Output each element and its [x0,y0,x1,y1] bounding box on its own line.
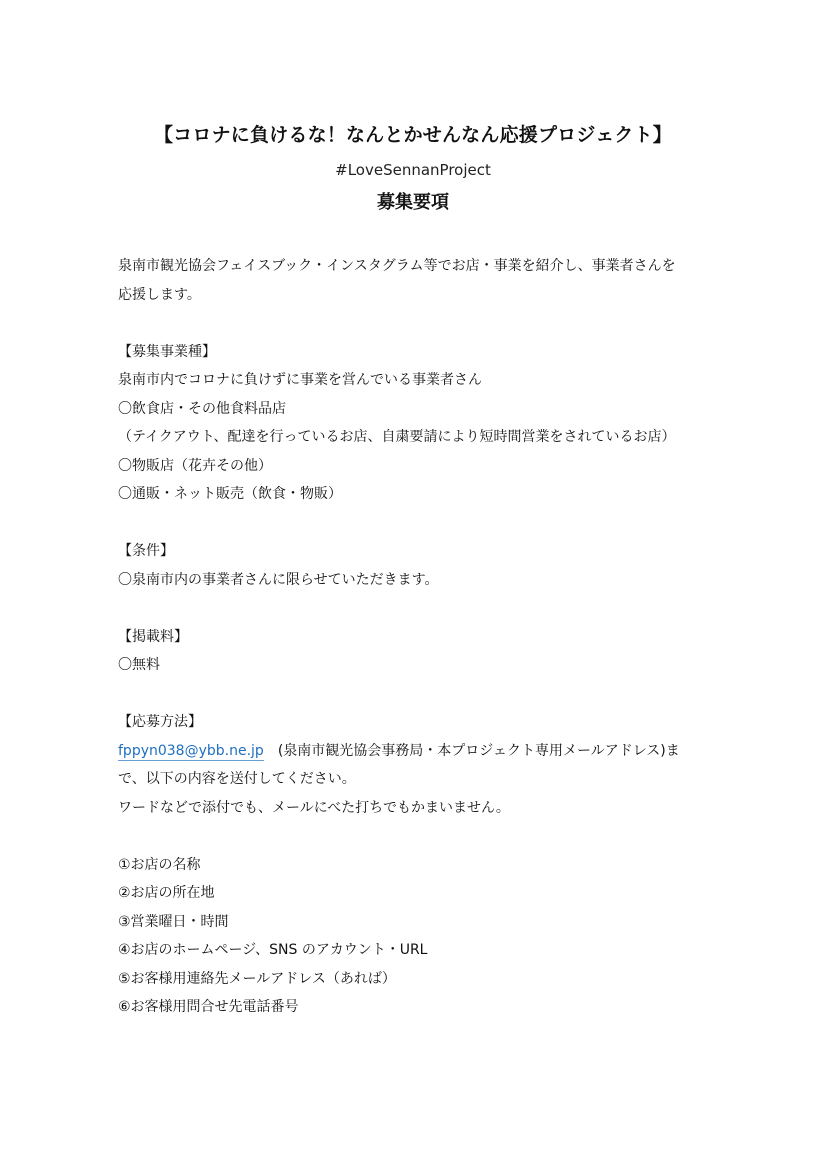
section-fee [118,623,718,680]
email-note: (泉南市観光協会事務局・本プロジェクト専用メールアドレス)ま [277,742,680,759]
section-line: 〇飲食店・その他食料品店 [118,400,286,417]
section-heading: 【条件】 [118,543,174,559]
intro-line: 応援します。 [118,286,201,303]
list-item: ③営業曜日・時間 [118,913,229,930]
section-line: ワードなどで添付でも、メールにべた打ちでもかまいません。 [118,799,510,816]
list-item: ④お店のホームページ、SNS のアカウント・URL [118,942,428,958]
section-line: （テイクアウト、配達を行っているお店、自粛要請により短時間営業をされているお店） [118,429,676,445]
email-link[interactable]: fppyn038@ybb.ne.jp [118,742,264,759]
document-title: 【コロナに負けるな！なんとかせんなん応援プロジェクト】 [153,124,673,146]
list-item: ⑥お客様用問合せ先電話番号 [118,999,299,1015]
spacer [118,594,718,623]
section-line: 〇無料 [118,657,160,673]
required-items-list [118,851,718,1022]
section-heading: 【掲載料】 [118,628,188,645]
project-hashtag: #LoveSennanProject [335,161,491,179]
spacer [118,680,718,709]
list-item: ②お店の所在地 [118,885,215,901]
section-heading: 【募集事業種】 [118,343,216,360]
intro-paragraph [118,252,718,309]
list-item: ⑤お客様用連絡先メールアドレス（あれば） [118,970,396,987]
email-line [118,737,718,766]
section-business-types [118,338,718,509]
section-line: 〇通販・ネット販売（飲食・物販） [118,486,342,502]
section-heading: 【応募方法】 [118,714,202,730]
section-line: 〇物販店（花卉その他） [118,457,272,474]
spacer [118,822,718,851]
section-line: で、以下の内容を送付してください。 [118,771,356,787]
intro-line: 泉南市観光協会フェイスブック・インスタグラム等でお店・事業を紹介し、事業者さんを [118,258,676,274]
document-body [118,252,718,1022]
document-subtitle: 募集要項 [377,192,449,213]
spacer [118,509,718,538]
section-line: 泉南市内でコロナに負けずに事業を営んでいる事業者さん [118,372,482,388]
section-application [118,708,718,822]
list-item: ①お店の名称 [118,856,201,873]
section-line: 〇泉南市内の事業者さんに限らせていただきます。 [118,571,439,588]
section-conditions [118,537,718,594]
spacer [118,309,718,338]
